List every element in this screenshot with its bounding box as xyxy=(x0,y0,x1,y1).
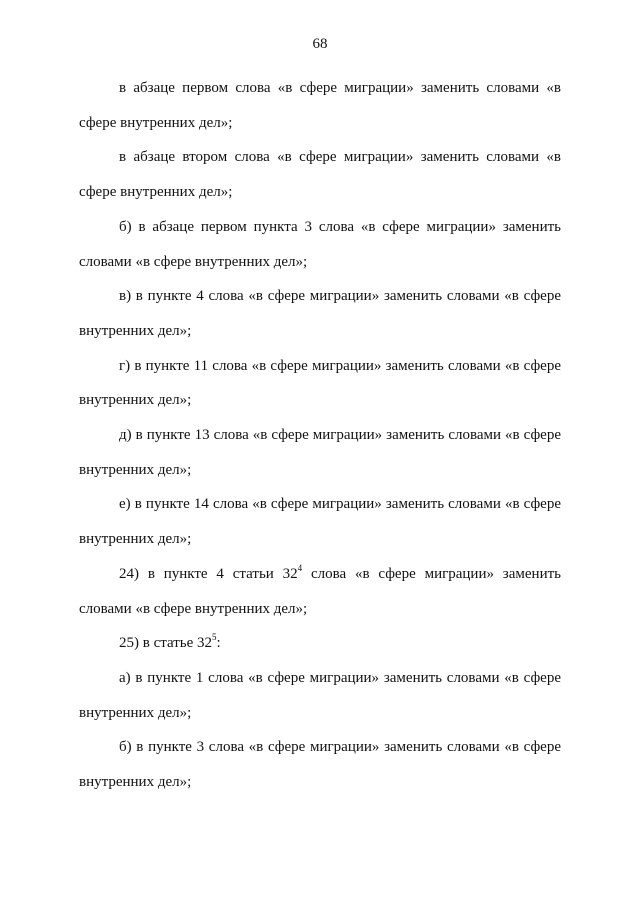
paragraph-8-text-before: 24) в пункте 4 статьи 32 xyxy=(119,565,298,582)
paragraph-7: е) в пункте 14 слова «в сфере миграции» заменить словами «в сфере внутренних дел»; xyxy=(79,496,561,548)
document-body xyxy=(79,71,561,800)
paragraph-9-text-before: 25) в статье 32 xyxy=(119,635,213,652)
paragraph-6: д) в пункте 13 слова «в сфере миграции» заменить словами «в сфере внутренних дел»; xyxy=(79,427,561,478)
paragraph-11: б) в пункте 3 слова «в сфере миграции» заменить словами «в сфере внутренних дел»; xyxy=(79,739,561,791)
paragraph-9 xyxy=(79,626,561,661)
paragraph-1: в абзаце первом слова «в сфере миграции» заменить словами «в сфере внутренних дел»; xyxy=(79,80,561,131)
paragraph-3: б) в абзаце первом пункта 3 слова «в сфере миграции» заменить словами «в сфере внутренних дел»; xyxy=(79,218,561,270)
paragraph-8-text-after: слова «в сфере миграции» заменить словами «в сфере внутренних дел»; xyxy=(79,565,561,617)
page-number: 68 xyxy=(312,36,328,52)
paragraph-9-text-after: : xyxy=(216,635,221,652)
paragraph-8 xyxy=(79,557,561,626)
paragraph-4: в) в пункте 4 слова «в сфере миграции» заменить словами «в сфере внутренних дел»; xyxy=(79,288,561,339)
paragraph-10: а) в пункте 1 слова «в сфере миграции» заменить словами «в сфере внутренних дел»; xyxy=(79,669,561,721)
paragraph-8-superscript: 4 xyxy=(297,562,303,573)
paragraph-2: в абзаце втором слова «в сфере миграции» заменить словами «в сфере внутренних дел»; xyxy=(79,149,561,201)
paragraph-9-superscript: 5 xyxy=(212,632,217,643)
paragraph-5: г) в пункте 11 слова «в сфере миграции» заменить словами «в сфере внутренних дел»; xyxy=(79,357,561,409)
